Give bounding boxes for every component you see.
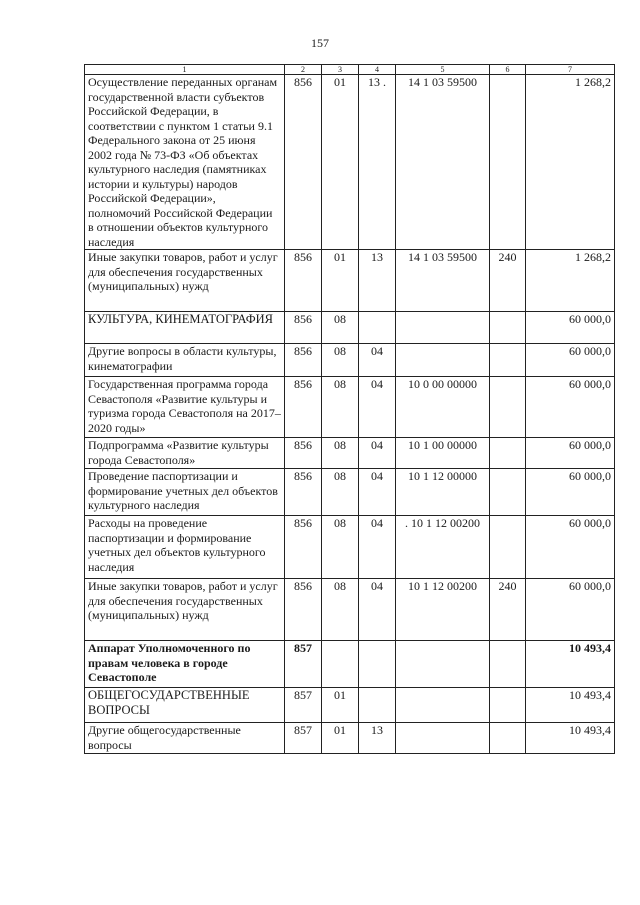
row-subsection: 04 (359, 469, 396, 516)
row-subsection (359, 641, 396, 688)
row-section: 08 (322, 312, 359, 344)
row-section (322, 641, 359, 688)
row-target: 10 1 12 00200 (396, 579, 490, 641)
row-name: Другие вопросы в области культуры, кинематографии (85, 344, 285, 377)
row-subsection: 04 (359, 438, 396, 469)
row-name: Иные закупки товаров, работ и услуг для обеспечения государственных (муниципальных) нужд (85, 579, 285, 641)
row-target: 10 0 00 00000 (396, 377, 490, 438)
table-row (85, 688, 615, 723)
row-section: 01 (322, 250, 359, 312)
row-expense: 240 (490, 250, 526, 312)
row-target: . 10 1 12 00200 (396, 516, 490, 579)
row-expense: 240 (490, 579, 526, 641)
row-subsection: 13 (359, 250, 396, 312)
table-row (85, 75, 615, 250)
row-subsection: 13 . (359, 75, 396, 250)
row-expense (490, 312, 526, 344)
row-target: 14 1 03 59500 (396, 75, 490, 250)
row-section: 08 (322, 469, 359, 516)
row-amount: 60 000,0 (526, 312, 615, 344)
row-target (396, 723, 490, 754)
row-section: 08 (322, 516, 359, 579)
row-name: Осуществление переданных органам государственной власти субъектов Российской Федерации, в соответствии с пунктом 1 статьи 9.1 Федерального закона от 25 июня 2002 года № 73-ФЗ «Об объектах культурного наследия (памятниках истории и культуры) народов Российской Федерации», полномочий Российской Федерации в отношении объектов культурного наследия (85, 75, 285, 250)
table-row (85, 344, 615, 377)
table-row (85, 250, 615, 312)
row-code: 856 (285, 377, 322, 438)
budget-table (84, 64, 615, 754)
row-subsection (359, 312, 396, 344)
row-subsection: 04 (359, 516, 396, 579)
row-code: 856 (285, 312, 322, 344)
row-subsection: 04 (359, 579, 396, 641)
row-subsection: 04 (359, 344, 396, 377)
row-section: 08 (322, 579, 359, 641)
row-section: 08 (322, 438, 359, 469)
row-code: 856 (285, 438, 322, 469)
column-header: 3 (322, 65, 359, 75)
table-row (85, 469, 615, 516)
table-row (85, 516, 615, 579)
table-row (85, 579, 615, 641)
row-amount: 1 268,2 (526, 75, 615, 250)
row-code: 856 (285, 579, 322, 641)
row-amount: 10 493,4 (526, 641, 615, 688)
table-row (85, 438, 615, 469)
row-target: 10 1 12 00000 (396, 469, 490, 516)
row-subsection (359, 688, 396, 723)
row-amount: 10 493,4 (526, 723, 615, 754)
table-row (85, 641, 615, 688)
row-code: 857 (285, 723, 322, 754)
row-target: 14 1 03 59500 (396, 250, 490, 312)
table-row (85, 312, 615, 344)
column-header: 2 (285, 65, 322, 75)
row-amount: 60 000,0 (526, 377, 615, 438)
row-code: 856 (285, 75, 322, 250)
row-name: Иные закупки товаров, работ и услуг для обеспечения государственных (муниципальных) нужд (85, 250, 285, 312)
row-code: 856 (285, 516, 322, 579)
page-number: 157 (311, 36, 329, 50)
row-expense (490, 516, 526, 579)
row-amount: 60 000,0 (526, 438, 615, 469)
row-name: Проведение паспортизации и формирование учетных дел объектов культурного наследия (85, 469, 285, 516)
row-amount: 60 000,0 (526, 579, 615, 641)
column-header: 5 (396, 65, 490, 75)
row-name: Другие общегосударственные вопросы (85, 723, 285, 754)
table-row (85, 377, 615, 438)
row-section: 01 (322, 75, 359, 250)
row-expense (490, 723, 526, 754)
column-header: 6 (490, 65, 526, 75)
column-header: 4 (359, 65, 396, 75)
row-code: 856 (285, 469, 322, 516)
row-code: 856 (285, 344, 322, 377)
row-amount: 60 000,0 (526, 344, 615, 377)
row-expense (490, 688, 526, 723)
row-amount: 60 000,0 (526, 469, 615, 516)
row-section: 08 (322, 344, 359, 377)
row-amount: 10 493,4 (526, 688, 615, 723)
row-target (396, 344, 490, 377)
row-code: 857 (285, 641, 322, 688)
row-target: 10 1 00 00000 (396, 438, 490, 469)
column-header: 1 (85, 65, 285, 75)
row-code: 857 (285, 688, 322, 723)
row-expense (490, 344, 526, 377)
table-row (85, 723, 615, 754)
row-expense (490, 75, 526, 250)
row-section: 01 (322, 723, 359, 754)
row-name: Расходы на проведение паспортизации и формирование учетных дел объектов культурного наследия (85, 516, 285, 579)
row-subsection: 13 (359, 723, 396, 754)
row-expense (490, 469, 526, 516)
row-amount: 1 268,2 (526, 250, 615, 312)
row-code: 856 (285, 250, 322, 312)
row-target (396, 641, 490, 688)
row-expense (490, 641, 526, 688)
row-expense (490, 438, 526, 469)
row-section: 01 (322, 688, 359, 723)
row-name: Аппарат Уполномоченного по правам человека в городе Севастополе (85, 641, 285, 688)
row-amount: 60 000,0 (526, 516, 615, 579)
table-header-row (85, 65, 615, 75)
row-name: Государственная программа города Севастополя «Развитие культуры и туризма города Севастополя на 2017–2020 годы» (85, 377, 285, 438)
column-header: 7 (526, 65, 615, 75)
row-target (396, 688, 490, 723)
row-target (396, 312, 490, 344)
row-section: 08 (322, 377, 359, 438)
row-subsection: 04 (359, 377, 396, 438)
row-name: КУЛЬТУРА, КИНЕМАТОГРАФИЯ (85, 312, 285, 344)
row-name: Подпрограмма «Развитие культуры города Севастополя» (85, 438, 285, 469)
row-expense (490, 377, 526, 438)
row-name: ОБЩЕГОСУДАРСТВЕННЫЕ ВОПРОСЫ (85, 688, 285, 723)
